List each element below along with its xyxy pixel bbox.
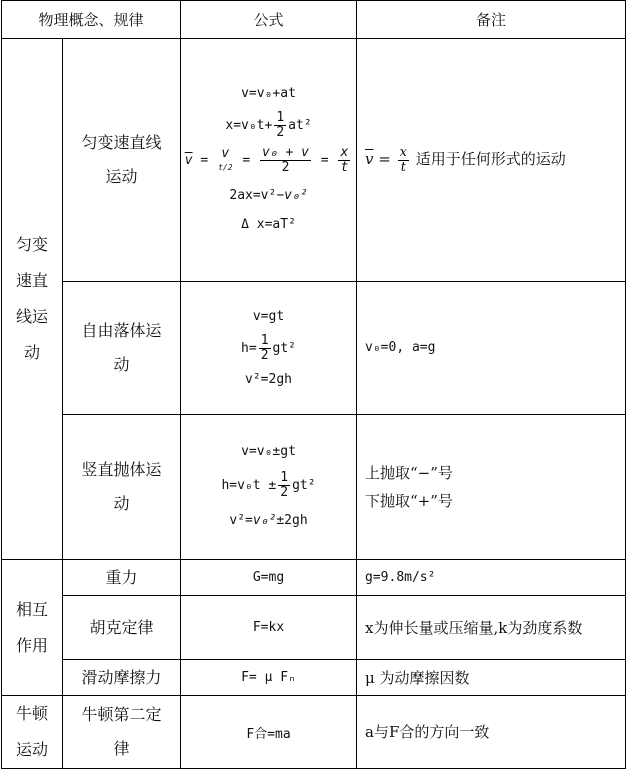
concept-vertical-throw: 竖直抛体运 动 [63, 415, 181, 560]
concept-newton-second: 牛顿第二定 律 [63, 696, 181, 769]
table-row [2, 39, 626, 282]
table-row [2, 282, 626, 415]
note-newton-second: a与F合的方向一致 [357, 696, 626, 769]
header-note: 备注 [357, 1, 626, 39]
category-uniform-motion: 匀变 速直 线运 动 [2, 39, 63, 560]
formula-free-fall: v=gt h= $\frac{1}{2}$ gt² v²=2gh [181, 282, 357, 415]
formula-gravity: G=mg [181, 560, 357, 596]
header-row [2, 1, 626, 39]
formula-vertical-throw: v=v₀±gt h=v₀t ± $\frac{1}{2}$ gt² v²=v₀²±2gh [181, 415, 357, 560]
table-row [2, 696, 626, 769]
formula-friction: F= μ Fₙ [181, 660, 357, 696]
header-concept: 物理概念、规律 [2, 1, 181, 39]
concept-gravity: 重力 [63, 560, 181, 596]
note-free-fall: v₀=0, a=g [357, 282, 626, 415]
note-uniform-accel: $\overline{v}$ = $\frac{x}{t}$ 适用于任何形式的运动 [357, 39, 626, 282]
category-interaction: 相互 作用 [2, 560, 63, 696]
physics-table [1, 0, 626, 769]
table-row [2, 660, 626, 696]
table-row [2, 415, 626, 560]
note-vertical-throw: 上抛取“−”号 下抛取“+”号 [357, 415, 626, 560]
note-gravity: g=9.8m/s² [357, 560, 626, 596]
table-row [2, 596, 626, 660]
note-friction: μ 为动摩擦因数 [357, 660, 626, 696]
category-newton: 牛顿 运动 [2, 696, 63, 769]
concept-friction: 滑动摩擦力 [63, 660, 181, 696]
formula-uniform-accel: v=v₀+at x=v₀t+ $\frac{1}{2}$ at² $\overline{v}$ = v t/2 = $\frac{\text{v₀ + v}}{2}$ = $\frac{x}{t}$ 2ax=v²−v₀² Δ x=aT² [181, 39, 357, 282]
header-formula: 公式 [181, 1, 357, 39]
concept-free-fall: 自由落体运 动 [63, 282, 181, 415]
concept-hooke: 胡克定律 [63, 596, 181, 660]
formula-newton-second: F合=ma [181, 696, 357, 769]
table-row [2, 560, 626, 596]
concept-uniform-accel: 匀变速直线 运动 [63, 39, 181, 282]
formula-hooke: F=kx [181, 596, 357, 660]
note-hooke: x为伸长量或压缩量,k为劲度系数 [357, 596, 626, 660]
